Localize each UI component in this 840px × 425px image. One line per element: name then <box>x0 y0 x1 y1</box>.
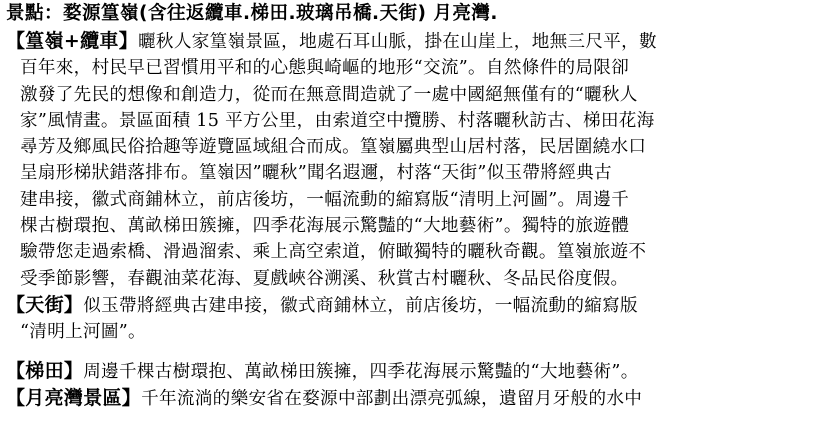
paragraph-line: 尋芳及鄉風民俗拾趣等遊覽區域組合而成。篁嶺屬典型山居村落，民居圍繞水口 <box>20 137 647 158</box>
section-spacer <box>6 346 832 358</box>
paragraph-line: 棵古樹環抱、萬畝梯田簇擁，四季花海展示驚豔的“大地藝術”。獨特的旅遊體 <box>20 216 630 237</box>
paragraph-line: 激發了先民的想像和創造力，從而在無意間造就了一處中國絕無僅有的“曬秋人 <box>20 84 638 105</box>
section-heading: 【天街】 <box>6 293 84 316</box>
paragraph-line: 千年流淌的樂安省在婺源中部劃出漂亮弧線，遺留月牙般的水中 <box>141 388 643 409</box>
paragraph-line: 曬秋人家篁嶺景區，地處石耳山脈，掛在山崖上，地無三尺平，數 <box>138 32 657 52</box>
page-title: 景點：婺源篁嶺(含往返纜車.梯田.玻璃吊橋.天街) 月亮灣. <box>6 3 498 24</box>
section-tianjie <box>6 292 832 346</box>
paragraph-line: 百年來，村民早已習慣用平和的心態與崎嶇的地形“交流”。自然條件的局限卻 <box>20 58 630 79</box>
section-heading: 【篁嶺+纜車】 <box>6 30 139 52</box>
paragraph-line: 受季節影響，春觀油菜花海、夏戲峽谷溯溪、秋賞古村曬秋、冬品民俗度假。 <box>20 268 629 289</box>
section-first-line <box>6 385 832 412</box>
section-terraces <box>6 358 832 385</box>
paragraph-line: 似玉帶將經典古建串接，徽式商鋪林立，前店後坊，一幅流動的縮寫版 <box>83 295 638 316</box>
paragraph-line: 驗帶您走過索橋、滑過溜索、乘上高空索道，俯瞰獨特的曬秋奇觀。篁嶺旅遊不 <box>20 242 647 263</box>
section-first-line <box>6 292 832 319</box>
section-first-line <box>6 358 832 385</box>
paragraph-line: 呈扇形梯狀錯落排布。篁嶺因”曬秋”聞名遐邇，村落“天街”似玉帶將經典古 <box>20 163 612 184</box>
paragraph-line: 周邊千棵古樹環抱、萬畝梯田簇擁，四季花海展示驚豔的“大地藝術”。 <box>83 361 639 382</box>
paragraph-line: “清明上河圖”。 <box>20 322 146 343</box>
paragraph-line: 建串接，徽式商鋪林立，前店後坊，一幅流動的縮寫版“清明上河圖”。周邊千 <box>20 189 630 210</box>
section-moon-bay <box>6 385 832 412</box>
paragraph-line: 家”風情畫。景區面積 15 平方公里，由索道空中攬勝、村落曬秋訪古、梯田花海 <box>20 110 655 131</box>
section-heading: 【梯田】 <box>6 359 84 382</box>
section-heading: 【月亮灣景區】 <box>6 386 142 409</box>
section-first-line <box>6 28 832 55</box>
section-huangling-cable-car <box>6 28 832 292</box>
